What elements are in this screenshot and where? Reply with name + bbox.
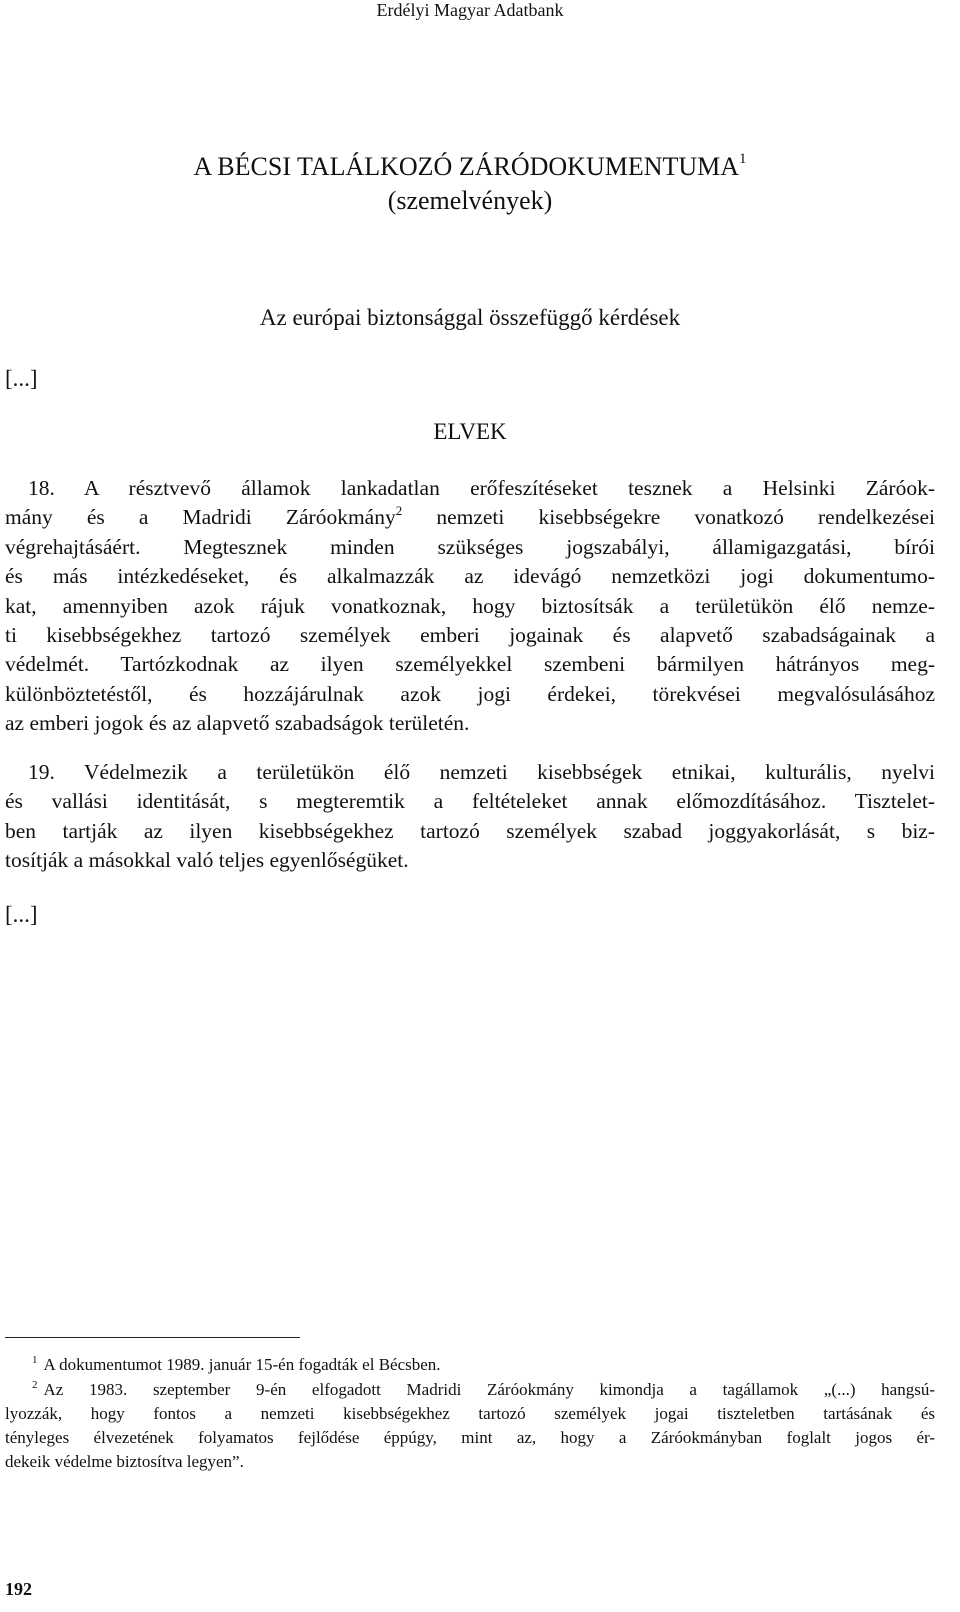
footnote-1-text: A dokumentumot 1989. január 15-én fogadták el Bécsben.	[43, 1355, 441, 1374]
footnote-2-line: lyozzák, hogy fontos a nemzeti kisebbségekhez tartozó személyek jogai tiszteletben tartásának és	[5, 1404, 935, 1423]
p18-line: különböztetéstől, és hozzájárulnak azok jogi érdekei, törekvései megvalósulásához	[5, 681, 935, 706]
footnote-1-number: 1	[32, 1354, 38, 1366]
p18-line: védelmét. Tartózkodnak az ilyen személyekkel szembeni bármilyen hátrányos meg-	[5, 652, 935, 677]
p18-line: és más intézkedéseket, és alkalmazzák az idevágó nemzetközi jogi dokumentumo-	[5, 564, 935, 589]
footnote-2	[5, 1378, 935, 1474]
footnote-2-number: 2	[32, 1379, 38, 1391]
footnote-separator	[5, 1337, 300, 1338]
p18-line: az emberi jogok és az alapvető szabadságok területén.	[5, 711, 470, 736]
title-line-2: (szemelvények)	[387, 186, 553, 215]
p18-line: 18. A résztvevő államok lankadatlan erőfeszítéseket tesznek a Helsinki Záróok-	[28, 476, 935, 500]
p18-line: végrehajtásáért. Megtesznek minden szükséges jogszabályi, államigazgatási, bírói	[5, 534, 935, 559]
section-heading: ELVEK	[433, 419, 507, 444]
p18-line: kat, amennyiben azok rájuk vonatkoznak, hogy biztosítsák a területükön élő nemze-	[5, 593, 935, 618]
running-header: Erdélyi Magyar Adatbank	[376, 0, 564, 20]
section-title: Az európai biztonsággal összefüggő kérdések	[259, 305, 681, 330]
p19-line: ben tartják az ilyen kisebbségekhez tartozó személyek szabad joggyakorlását, s biz-	[5, 818, 935, 843]
omission-marker-bottom: [...]	[5, 902, 38, 927]
footnote-ref-2: 2	[395, 503, 403, 519]
p18-line: ti kisebbségekhez tartozó személyek emberi jogainak és alapvető szabadságainak a	[5, 623, 935, 648]
p18-line: mány és a Madridi Záróokmány$^2$ nemzeti kisebbségekre vonatkozó rendelkezései	[5, 503, 935, 530]
document-title	[0, 150, 940, 218]
paragraph-18	[5, 474, 935, 739]
footnote-2-line: dekeik védelme biztosítva legyen”.	[5, 1452, 244, 1471]
footnote-1	[5, 1353, 935, 1377]
footnote-ref-1: 1	[739, 151, 747, 167]
footnote-2-line: Az 1983. szeptember 9-én elfogadott Madridi Záróokmány kimondja a tagállamok „(...) hangsú-	[43, 1380, 935, 1399]
paragraph-19	[5, 758, 935, 876]
omission-marker-top: [...]	[5, 366, 38, 391]
title-line-1: A BÉCSI TALÁLKOZÓ ZÁRÓDOKUMENTUMA$^1$	[193, 151, 747, 181]
p19-line: 19. Védelmezik a területükön élő nemzeti kisebbségek etnikai, kulturális, nyelvi	[28, 760, 935, 784]
page-number: 192	[5, 1579, 32, 1599]
p19-line: tosítják a másokkal való teljes egyenlőségüket.	[5, 848, 409, 873]
p19-line: és vallási identitását, s megteremtik a feltételeket annak előmozdításához. Tisztelet-	[5, 789, 935, 814]
footnote-2-line: tényleges élvezetének folyamatos fejlődése éppúgy, mint az, hogy a Záróokmányban foglalt jogos ér-	[5, 1428, 935, 1447]
